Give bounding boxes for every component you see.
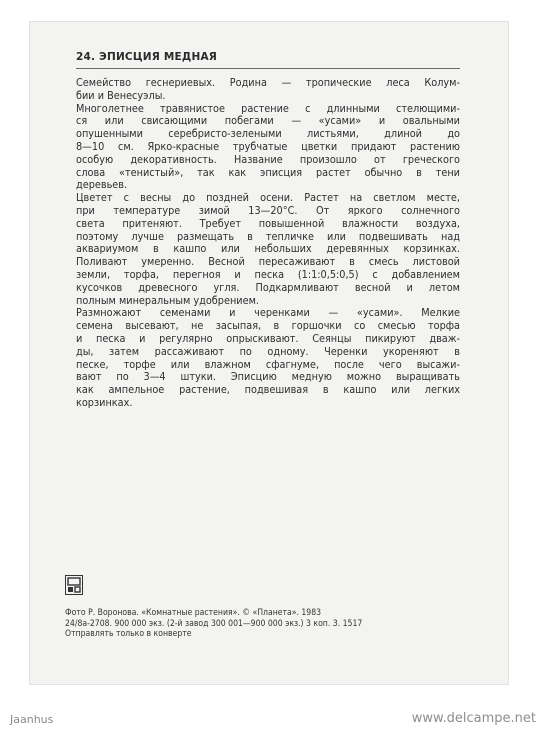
text-line: аквариумом в кашпо или небольших деревянных корзинках.	[76, 243, 460, 256]
description-text	[76, 77, 460, 410]
text-line: слова «тенистый», так как эписция растет обычно в тени	[76, 166, 460, 179]
text-line: Поливают умеренно. Весной пересаживают в смесь листовой	[76, 256, 460, 269]
text-line: ды, затем рассаживают по одному. Черенки укореняют в	[76, 345, 460, 358]
text-line: семена высевают, не засыпая, в горшочки со смесью торфа	[76, 320, 460, 333]
text-line: вают по 3—4 штуки. Эписцию медную можно выращивать	[76, 371, 460, 384]
text-line: ся или свисающими побегами — «усами» и овальными	[76, 115, 460, 128]
site-watermark: www.delcampe.net	[411, 711, 536, 726]
text-line: полным минеральным удобрением.	[76, 294, 259, 307]
text-line: 8—10 см. Ярко-красные трубчатые цветки придают растению	[76, 140, 460, 153]
text-line: Многолетнее травянистое растение с длинными стелющими-	[76, 102, 460, 115]
credit-line: 24/8а-2708. 900 000 экз. (2-й завод 300 001—900 000 экз.) 3 коп. З. 1517	[65, 618, 363, 629]
text-line: Размножают семенами и черенками — «усами». Мелкие	[76, 307, 460, 320]
card-title: 24. ЭПИСЦИЯ МЕДНАЯ	[76, 51, 218, 63]
text-line: особую декоративность. Название произошло от греческого	[76, 153, 460, 166]
publisher-credits	[65, 608, 465, 640]
text-line: как ампельное растение, подвешивая в кашпо или легких	[76, 384, 460, 397]
text-line: Цветет с весны до поздней осени. Растет на светлом месте,	[76, 192, 460, 205]
credit-line: Отправлять только в конверте	[65, 629, 192, 640]
text-line: и песка и регулярно опрыскивают. Сеянцы пикируют дваж-	[76, 332, 460, 345]
text-line: опушенными серебристо-зелеными листьями, длиной до	[76, 128, 460, 141]
text-line: света притеняют. Требует повышенной влажности воздуха,	[76, 217, 460, 230]
credit-line: Фото Р. Воронова. «Комнатные растения». © «Планета». 1983	[65, 608, 322, 618]
text-line: деревьев.	[76, 179, 128, 192]
text-line: при температуре зимой 13—20°С. От яркого солнечного	[76, 204, 460, 217]
title-rule	[76, 68, 460, 69]
text-line: поэтому лучше размещать в тепличке или подвешивать над	[76, 230, 460, 243]
text-line: бии и Венесуэлы.	[76, 89, 166, 102]
text-line: кусочков древесного угля. Подкармливают весной и летом	[76, 281, 460, 294]
text-line: песке, торфе или влажном сфагнуме, после чего высажи-	[76, 358, 460, 371]
text-line: Семейство геснериевых. Родина — тропические леса Колум-	[76, 77, 460, 89]
publisher-logo-icon	[65, 575, 83, 595]
text-line: земли, торфа, перегноя и песка (1:1:0,5:0,5) с добавлением	[76, 268, 460, 281]
seller-watermark: Jaanhus	[10, 713, 54, 726]
text-line: корзинках.	[76, 396, 133, 409]
